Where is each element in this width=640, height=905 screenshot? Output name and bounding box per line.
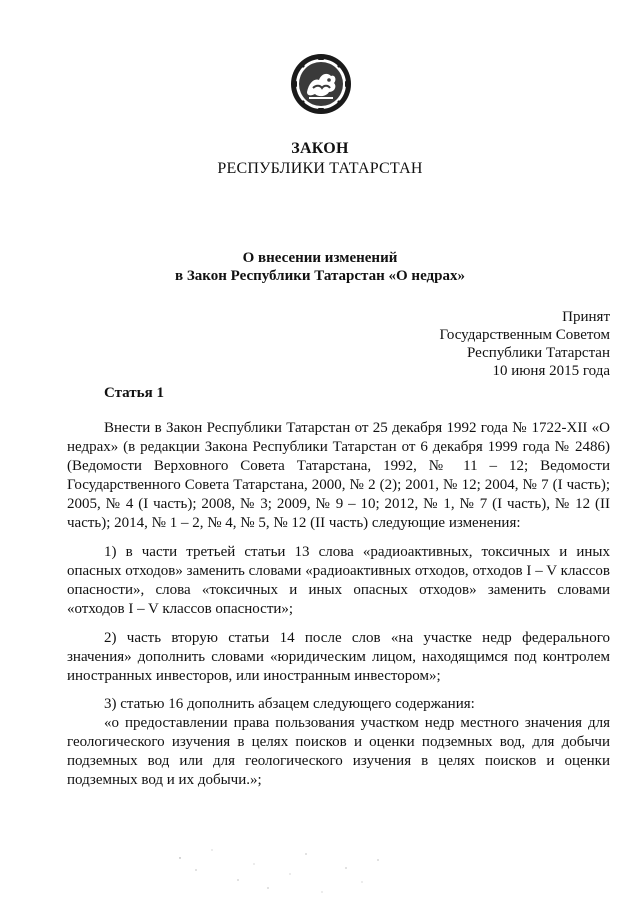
document-issuer: РЕСПУБЛИКИ ТАТАРСТАН — [217, 160, 423, 177]
amendment-item-3-quote: «о предоставлении права пользования участком недр местного значения для геологического изучения в целях поисков и оценки подземных вод, для добычи подземных вод или для геологического изучения в целях поисков и оценки подземных вод и их добычи.»; — [67, 715, 610, 788]
amendment-item-1: 1) в части третьей статьи 13 слова «радиоактивных, токсичных и иных опасных отходов» заменить словами «радиоактивных отходов, отходов I – V классов опасности», слова «токсичных и иных опасных отходов» заменить словами «отходов I – V классов опасности»; — [67, 544, 610, 617]
amendment-item-2: 2) часть вторую статьи 14 после слов «на участке недр федерального значения» дополнить словами «юридическим лицом, находящимся под контролем иностранных инвесторов, или иностранным инвестором»; — [67, 630, 610, 684]
document-title-line-2: в Закон Республики Татарстан «О недрах» — [175, 268, 465, 284]
adoption-date: 10 июня 2015 года — [492, 363, 610, 379]
document-type: ЗАКОН — [291, 140, 349, 157]
article-intro-paragraph: Внести в Закон Республики Татарстан от 25 декабря 1992 года № 1722-XII «О недрах» (в редакции Закона Республики Татарстан от 6 декабря 1999 года № 2486) (Ведомости Верховного Совета Татарстана, 1992, № 11 – 12; Ведомости Государственного Совета Татарстана, 2000, № 2 (2); 2001, № 12; 2004, № 7 (I часть); 2005, № 4 (I часть); 2008, № 3; 2009, № 9 – 10; 2012, № 1, № 7 (I часть), № 12 (II часть); 2014, № 1 – 2, № 4, № 5, № 12 (II часть) следующие изменения: — [67, 420, 610, 531]
adoption-block — [440, 308, 611, 380]
scan-noise — [150, 830, 400, 900]
document-title-line-1: О внесении изменений — [242, 250, 398, 266]
document-title — [0, 249, 640, 285]
adoption-line-2: Государственным Советом — [439, 327, 610, 343]
adoption-line-3: Республики Татарстан — [466, 345, 610, 361]
amendment-item-3: 3) статью 16 дополнить абзацем следующего содержания: — [104, 696, 475, 712]
article-heading: Статья 1 — [104, 385, 164, 401]
tatarstan-coat-of-arms-icon — [289, 52, 353, 116]
adoption-line-1: Принят — [562, 309, 610, 325]
